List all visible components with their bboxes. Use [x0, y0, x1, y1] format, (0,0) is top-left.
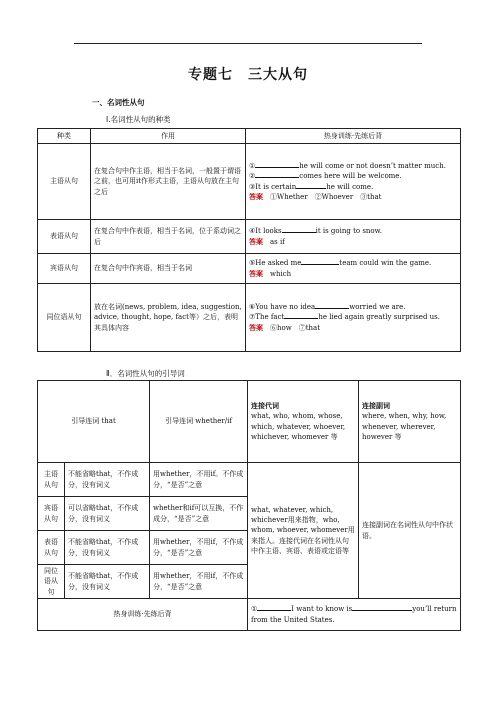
subsection-heading-connectors: Ⅱ．名词性从句的引导词 — [106, 369, 185, 378]
answer-blank — [296, 188, 326, 189]
row-name: 主语从句 — [38, 463, 65, 497]
exercise-item: ⑥You have no idea worried we are. — [249, 303, 406, 312]
row-kind: 主语从句 — [38, 144, 91, 220]
warmup-label: 热身训练·先练后背 — [38, 599, 248, 631]
table-header-row — [38, 129, 461, 144]
exercise-item: ③It is certain he will come. — [249, 182, 374, 191]
answer-blank — [284, 318, 318, 319]
subsection-heading-types: Ⅰ.名词性从句的种类 — [106, 115, 171, 124]
row-kind: 同位语从句 — [38, 284, 91, 352]
answer-blank — [352, 610, 412, 611]
table-row — [38, 463, 461, 497]
row-role: 在复合句中作表语，相当于名词，位于系动词之后 — [91, 220, 246, 254]
header-pronouns — [248, 381, 359, 463]
answer-blank — [257, 610, 291, 611]
answer-line: 答案 which — [249, 268, 292, 278]
clause-types-table — [37, 128, 461, 352]
adverb-description: 连接副词在名词性从句中作状语。 — [359, 463, 461, 599]
header-exercise: 热身训练·先练后背 — [246, 129, 461, 144]
warmup-exercise: ① I want to know is you’ll return from the United States. — [248, 599, 461, 631]
header-that: 引导连词 that — [38, 381, 150, 463]
pronoun-description: what, whatever, which, whichever用来指物，who, whom, whoever, whomever用来指人。连接代词在名词性从句中作主语、宾语、表语或定语等 — [248, 463, 359, 599]
row-kind: 宾语从句 — [38, 254, 91, 284]
top-rule — [74, 43, 422, 44]
exercise-item: ④It looks it is going to snow. — [249, 227, 383, 236]
answer-line: 答案 as if — [249, 236, 285, 246]
row-name: 同位语从句 — [38, 565, 65, 599]
row-name: 表语从句 — [38, 531, 65, 565]
warmup-row — [38, 599, 461, 631]
answer-blank — [301, 264, 339, 265]
row-that: 可以省略that，不作成分，没有词义 — [65, 497, 150, 531]
row-whether: 用whether，不用if，不作成分，“是否”之意 — [150, 531, 248, 565]
answer-blank — [255, 167, 299, 168]
table-header-row — [38, 381, 461, 463]
adverbs-title: 连接副词 — [362, 401, 391, 411]
connectors-table — [37, 380, 461, 631]
exercise-item: ② comes here will be welcome. — [249, 172, 402, 181]
row-name: 宾语从句 — [38, 497, 65, 531]
row-kind: 表语从句 — [38, 220, 91, 254]
row-role: 在复合句中作主语，相当于名词，一般置于谓语之前，也可用it作形式主语，主语从句放在主句之后 — [91, 144, 246, 220]
adverbs-list: where, when, why, how, whenever, wherever, however 等 — [362, 412, 447, 441]
pronouns-title: 连接代词 — [251, 401, 280, 411]
answer-line: 答案 ①Whether ②Whoever ③that — [249, 191, 382, 201]
exercise-item: ① he will come or not doesn’t matter much. — [249, 162, 446, 171]
table-row — [38, 220, 461, 254]
page-title: 专题七 三大从句 — [188, 67, 308, 83]
header-role: 作用 — [91, 129, 246, 144]
row-exercises — [246, 220, 461, 254]
exercise-item: ⑦The fact he lied again greatly surprised us. — [249, 313, 440, 322]
table-row — [38, 144, 461, 220]
table-row — [38, 284, 461, 352]
row-whether: 用whether，不用if。不作成分，“是否”之意 — [150, 463, 248, 497]
header-kind: 种类 — [38, 129, 91, 144]
row-role: 在复合句中作宾语，相当于名词 — [91, 254, 246, 284]
table-row — [38, 254, 461, 284]
answer-blank — [255, 177, 299, 178]
row-whether: 用whether，不用if，不作成分，“是否”之意 — [150, 565, 248, 599]
row-that: 不能省略that，不作成分，没有词义 — [65, 565, 150, 599]
exercise-item: ⑤He asked me team could win the game. — [249, 259, 432, 268]
row-exercises — [246, 254, 461, 284]
answer-blank — [282, 232, 316, 233]
header-adverbs — [359, 381, 461, 463]
section-heading: 一、名词性从句 — [92, 98, 145, 107]
pronouns-list: what, who, whom, whose, which, whatever, whoever, whichever, whomever 等 — [251, 412, 346, 441]
row-whether: whether和if可以互换，不作成分，“是否”之意 — [150, 497, 248, 531]
answer-line: 答案 ⑥how ⑦that — [249, 322, 321, 332]
row-exercises — [246, 284, 461, 352]
row-that: 不能省略that，不作成分，没有词义 — [65, 531, 150, 565]
header-whether: 引导连词 whether/if — [150, 381, 248, 463]
row-role: 放在名词(news, problem, idea, suggestion, advice, thought, hope, fact等）之后，表明其具体内容 — [91, 284, 246, 352]
row-exercises — [246, 144, 461, 220]
row-that: 不能省略that，不作成分，没有词义 — [65, 463, 150, 497]
answer-blank — [315, 308, 349, 309]
